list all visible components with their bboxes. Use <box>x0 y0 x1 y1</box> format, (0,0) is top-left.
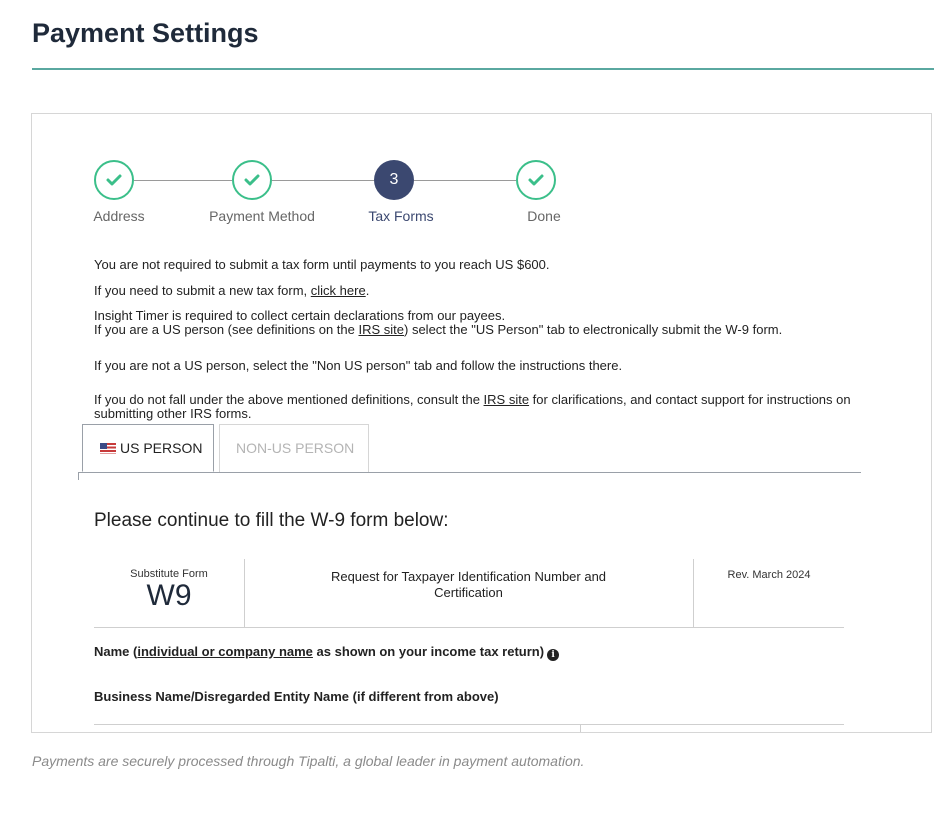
info-other-forms-text <box>94 393 874 421</box>
step-connector <box>414 180 516 181</box>
name-field-label <box>94 644 559 661</box>
w9-form-header <box>94 559 844 628</box>
title-divider <box>32 68 934 70</box>
click-here-link[interactable]: click here <box>310 283 366 298</box>
info-other-forms-prefix: If you do not fall under the above mentioned definitions, consult the <box>94 392 484 407</box>
payment-settings-card <box>31 113 932 733</box>
step-address-check-icon[interactable] <box>94 160 134 200</box>
irs-site-link-2[interactable]: IRS site <box>483 392 530 407</box>
tab-non-us-person[interactable]: NON-US PERSON <box>219 424 369 472</box>
info-us-person-line <box>94 323 874 337</box>
step-tax-forms-number[interactable]: 3 <box>374 160 414 200</box>
step-label-done: Done <box>527 208 561 224</box>
progress-stepper <box>94 160 614 240</box>
info-us-person-suffix: ) select the "US Person" tab to electronically submit the W-9 form. <box>404 322 783 337</box>
step-connector <box>134 180 232 181</box>
form-name: W9 <box>146 579 192 612</box>
step-label-tax-forms: Tax Forms <box>368 208 434 224</box>
step-label-payment-method: Payment Method <box>209 208 315 224</box>
info-declarations-text <box>94 309 874 337</box>
tab-us-person-label: US PERSON <box>120 440 203 456</box>
form-title-cell <box>244 559 694 627</box>
tab-bar-edge <box>78 472 79 480</box>
step-label-address: Address <box>93 208 145 224</box>
name-label-suffix: as shown on your income tax return) <box>312 644 545 659</box>
step-connector <box>272 180 374 181</box>
form-id-cell <box>94 559 245 627</box>
tipalti-footer-note: Payments are securely processed through Tipalti, a global leader in payment automation. <box>32 753 585 769</box>
info-us-person-prefix: If you are a US person (see definitions on the <box>94 322 359 337</box>
irs-site-link[interactable]: IRS site <box>358 322 405 337</box>
info-non-us-text: If you are not a US person, select the "Non US person" tab and follow the instructions there. <box>94 358 623 373</box>
step-payment-method-check-icon[interactable] <box>232 160 272 200</box>
info-new-form-prefix: If you need to submit a new tax form, <box>94 283 311 298</box>
info-threshold-text: You are not required to submit a tax form until payments to you reach US $600. <box>94 257 550 272</box>
tab-us-person[interactable] <box>82 424 214 472</box>
info-other-forms-suffix: for clarifications, and contact support for instructions on submitting other IRS forms. <box>94 392 851 421</box>
form-revision: Rev. March 2024 <box>727 569 811 581</box>
substitute-form-label: Substitute Form <box>130 568 208 580</box>
tab-bar-border <box>78 472 861 473</box>
business-name-field-label: Business Name/Disregarded Entity Name (if different from above) <box>94 689 499 704</box>
individual-company-name-link[interactable]: individual or company name <box>137 644 313 659</box>
info-icon[interactable]: i <box>547 649 559 661</box>
name-label-prefix: Name ( <box>94 644 138 659</box>
us-flag-icon <box>100 443 116 454</box>
info-declarations-line: Insight Timer is required to collect certain declarations from our payees. <box>94 308 506 323</box>
page-title: Payment Settings <box>32 18 259 48</box>
w9-form-heading: Please continue to fill the W-9 form below: <box>94 510 449 531</box>
step-done-check-icon[interactable] <box>516 160 556 200</box>
info-new-form-text <box>94 284 874 298</box>
info-new-form-suffix: . <box>365 283 370 298</box>
input-divider <box>580 724 581 733</box>
form-title: Request for Taxpayer Identification Number and Certification <box>330 569 607 600</box>
business-name-input[interactable] <box>94 724 844 725</box>
